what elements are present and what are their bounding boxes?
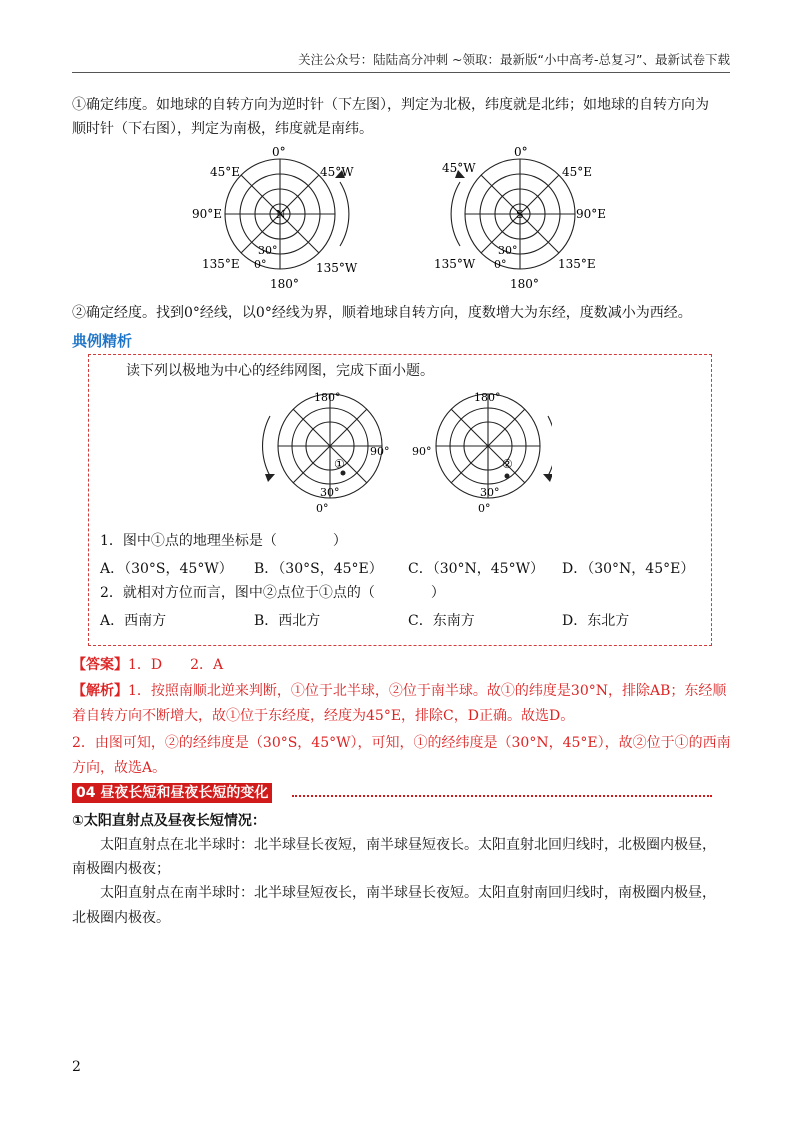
page-header: 关注公众号：陆陆高分冲刺 ~领取：最新版“小中高考-总复习”、最新试卷下载 — [298, 52, 730, 67]
south-label-ne: 45°E — [562, 165, 593, 179]
page-number: 2 — [72, 1059, 81, 1075]
analysis-text-1: 1．按照南顺北逆来判断，①位于北半球，②位于南半球。故①的纬度是30°N，排除AB；东经顺 — [128, 683, 727, 699]
question-1: 1．图中①点的地理坐标是（ ） — [100, 533, 347, 549]
fig2-point: ② — [502, 457, 513, 471]
fig2-label-top: 180° — [474, 391, 501, 404]
analysis-line-2: 着自转方向不断增大，故①位于东经度，经度为45°E，排除C，D正确。故选D。 — [72, 708, 575, 724]
q1-option-b: B．（30°S，45°E） — [254, 561, 383, 577]
north-lon0-label: 0° — [254, 258, 267, 271]
section-04-p1-line-2: 南极圈内极夜； — [72, 861, 170, 877]
fig2-label-bottom: 0° — [478, 502, 491, 515]
q1-option-c: C．（30°N，45°W） — [408, 561, 544, 577]
q2-option-c: C．东南方 — [408, 613, 475, 629]
south-label-bottom: 180° — [510, 277, 539, 290]
fig1-lat-label: 30° — [320, 486, 340, 499]
south-label-nw: 45°W — [442, 161, 476, 175]
example-figure-1 — [254, 386, 394, 518]
example-figure-2 — [412, 386, 552, 518]
q2-option-d: D．东北方 — [562, 613, 630, 629]
fig2-label-left: 90° — [412, 445, 432, 458]
section-04-title: 04 昼夜长短和昼夜长短的变化 — [72, 783, 272, 803]
intro-line-1: ①确定纬度。如地球的自转方向为逆时针（下左图），判定为北极，纬度就是北纬；如地球的自转方向为 — [72, 97, 709, 113]
north-label-nw: 45°E — [210, 165, 241, 179]
south-label-right: 90°E — [576, 207, 607, 221]
answer-line — [72, 654, 223, 676]
q2-option-b: B．西北方 — [254, 613, 321, 629]
north-label-ne: 45°W — [320, 165, 354, 179]
fig1-label-bottom: 0° — [316, 502, 329, 515]
south-label-se: 135°E — [558, 257, 596, 271]
answer-text: 1．D 2．A — [128, 657, 224, 673]
fig1-label-right: 90° — [370, 445, 390, 458]
north-lat-label: 30° — [258, 244, 278, 257]
analysis-line-1 — [72, 680, 726, 702]
question-2: 2．就相对方位而言，图中②点位于①点的（ ） — [100, 585, 445, 601]
north-label-left: 90°E — [192, 207, 223, 221]
south-lat-label: 30° — [498, 244, 518, 257]
section-04-p2-line-2: 北极圈内极夜。 — [72, 910, 170, 926]
north-label-sw: 135°E — [202, 257, 240, 271]
south-label-sw: 135°W — [434, 257, 476, 271]
longitude-note: ②确定经度。找到0°经线，以0°经线为界，顺着地球自转方向，度数增大为东经，度数减小为西经。 — [72, 305, 692, 321]
header-rule — [72, 72, 730, 73]
south-label-top: 0° — [514, 145, 528, 159]
north-label-top: 0° — [272, 145, 286, 159]
fig1-point: ① — [334, 457, 345, 471]
q1-option-a: A．（30°S，45°W） — [100, 561, 233, 577]
analysis-label: 【解析】 — [72, 683, 128, 699]
section-04-p2-line-1: 太阳直射点在南半球时：北半球昼短夜长，南半球昼长夜短。太阳直射南回归线时，南极圈内极昼， — [100, 885, 716, 901]
example-prompt: 读下列以极地为中心的经纬网图，完成下面小题。 — [126, 363, 434, 379]
fig2-lat-label: 30° — [480, 486, 500, 499]
fig1-label-top: 180° — [314, 391, 341, 404]
polar-diagram-north — [190, 142, 370, 290]
south-lon0-label: 0° — [494, 258, 507, 271]
intro-line-2: 顺时针（下右图），判定为南极，纬度就是南纬。 — [72, 121, 373, 137]
north-center-label: N — [276, 208, 286, 221]
analysis-line-4: 方向，故选A。 — [72, 760, 167, 776]
section-title-example: 典例精析 — [72, 332, 133, 350]
south-center-label: S — [516, 208, 524, 221]
q1-option-d: D．（30°N，45°E） — [562, 561, 695, 577]
answer-label: 【答案】 — [72, 657, 128, 673]
analysis-line-3: 2．由图可知，②的经纬度是（30°S，45°W），可知，①的经纬度是（30°N，45°E），故②位于①的西南 — [72, 735, 731, 751]
q2-option-a: A．西南方 — [100, 613, 167, 629]
north-label-bottom: 180° — [270, 277, 299, 290]
section-04-p1-line-1: 太阳直射点在北半球时：北半球昼长夜短，南半球昼短夜长。太阳直射北回归线时，北极圈内极昼， — [100, 837, 716, 853]
polar-diagram-south — [430, 142, 610, 290]
section-04-subheading: ①太阳直射点及昼夜长短情况： — [72, 813, 266, 829]
section-04-dotted-rule — [292, 795, 712, 797]
north-label-se: 135°W — [316, 261, 358, 275]
